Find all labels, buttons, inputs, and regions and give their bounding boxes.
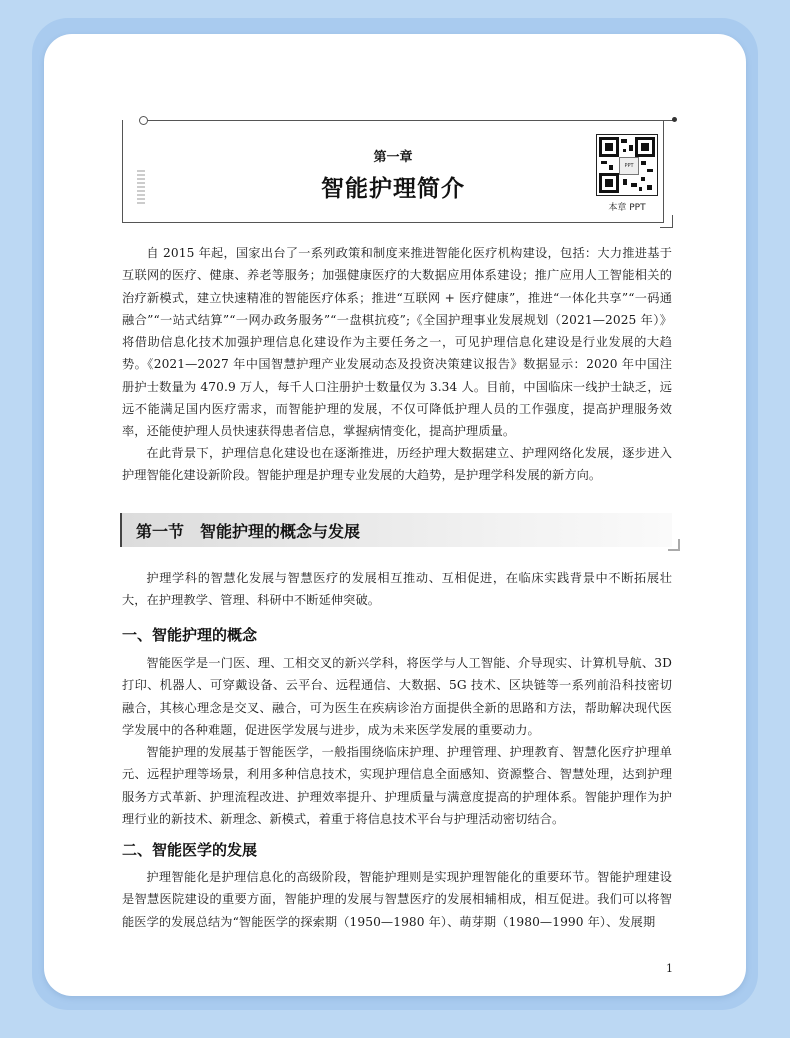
intro-paragraph-1: 自 2015 年起，国家出台了一系列政策和制度来推进智能化医疗机构建设，包括：大力推进基于互联网的医疗、健康、养老等服务；加强健康医疗的大数据应用体系建设；推广应用人工智能相关的治疗新模式，建立快速精准的智能医疗体系；推进“互联网 + 医疗健康”，推进“一体化共享”“一码通融合”“一站式结算”“一网办政务服务”“一盘棋抗疫”;《全国护理事业发展规划（2021—2025 年）》将借助信息化技术加强护理信息化建设作为主要任务之一，可见护理信息化建设是行业发展的大趋势。《2021—2027 年中国智慧护理产业发展动态及投资决策建议报告》数据显示：2020 年中国注册护士数量为 470.9 万人，每千人口注册护士数量仅为 3.34 人。目前，中国临床一线护士缺乏，远远不能满足国内医疗需求，而智能护理的发展，不仅可降低护理人员的工作强度，提高护理服务效率，还能使护理人员快速获得患者信息，掌握病情变化，提高护理质量。 xyxy=(122,246,672,439)
qr-finder xyxy=(599,173,619,193)
section-heading-bar xyxy=(122,513,672,547)
qr-caption: 本章 PPT xyxy=(608,203,646,213)
chapter-title: 智能护理简介 xyxy=(321,176,465,202)
subsection1-paragraph-2: 智能护理的发展基于智能医学，一般指围绕临床护理、护理管理、护理教育、智慧化医疗护理单元、远程护理等场景，利用多种信息技术，实现护理信息全面感知、资源整合、智慧处理，达到护理服务方式革新、护理流程改进、护理效率提升、护理质量与满意度提高的护理体系。智能护理作为护理行业的新技术、新理念、新模式，着重于将信息技术平台与护理活动密切结合。 xyxy=(122,745,672,826)
qr-finder xyxy=(599,137,619,157)
section-bar-lead xyxy=(120,513,122,547)
header-corner-ornament xyxy=(660,215,673,228)
header-dot-ornament xyxy=(672,117,677,122)
chapter-number: 第一章 xyxy=(373,150,413,165)
header-top-rule xyxy=(145,120,675,121)
qr-finder xyxy=(635,137,655,157)
subsection2-paragraph-1: 护理智能化是护理信息化的高级阶段，智能护理则是实现护理智能化的重要环节。智能护理建设是智慧医院建设的重要方面，智能护理的发展与智慧医疗的发展相辅相成，相互促进。我们可以将智能医学的发展总结为“智能医学的探索期（1950—1980 年）、萌芽期（1980—1990 年）、发展期 xyxy=(122,870,672,929)
subsection1-paragraph-1: 智能医学是一门医、理、工相交叉的新兴学科，将医学与人工智能、介导现实、计算机导航、3D 打印、机器人、可穿戴设备、云平台、远程通信、大数据、5G 技术、区块链等一系列前沿科技密切融合，其核心理念是交叉、融合，可为医生在疾病诊治方面提供全新的思路和方法，帮助解决现代医学发展中的各种难题，促进医学发展与进步，成为未来医学发展的重要动力。 xyxy=(122,656,672,737)
section-paragraph-1: 护理学科的智慧化发展与智慧医疗的发展相互推动、互相促进，在临床实践背景中不断拓展壮大，在护理教学、管理、科研中不断延伸突破。 xyxy=(122,571,672,608)
intro-paragraph-2: 在此背景下，护理信息化建设也在逐渐推进，历经护理大数据建立、护理网络化发展，逐步进入护理智能化建设新阶段。智能护理是护理专业发展的大趋势，是护理学科发展的新方向。 xyxy=(122,446,672,483)
page-number: 1 xyxy=(666,962,673,975)
ppt-badge: PPT xyxy=(619,157,639,175)
qr-code-icon[interactable] xyxy=(596,134,658,196)
chapter-header-box xyxy=(122,120,664,223)
section-bar-corner xyxy=(668,539,680,551)
book-page xyxy=(44,34,746,996)
section-title: 第一节 智能护理的概念与发展 xyxy=(136,522,361,541)
header-ring-ornament xyxy=(139,116,148,125)
subsection-heading-2: 二、智能医学的发展 xyxy=(122,841,258,859)
subsection-heading-1: 一、智能护理的概念 xyxy=(122,626,258,644)
